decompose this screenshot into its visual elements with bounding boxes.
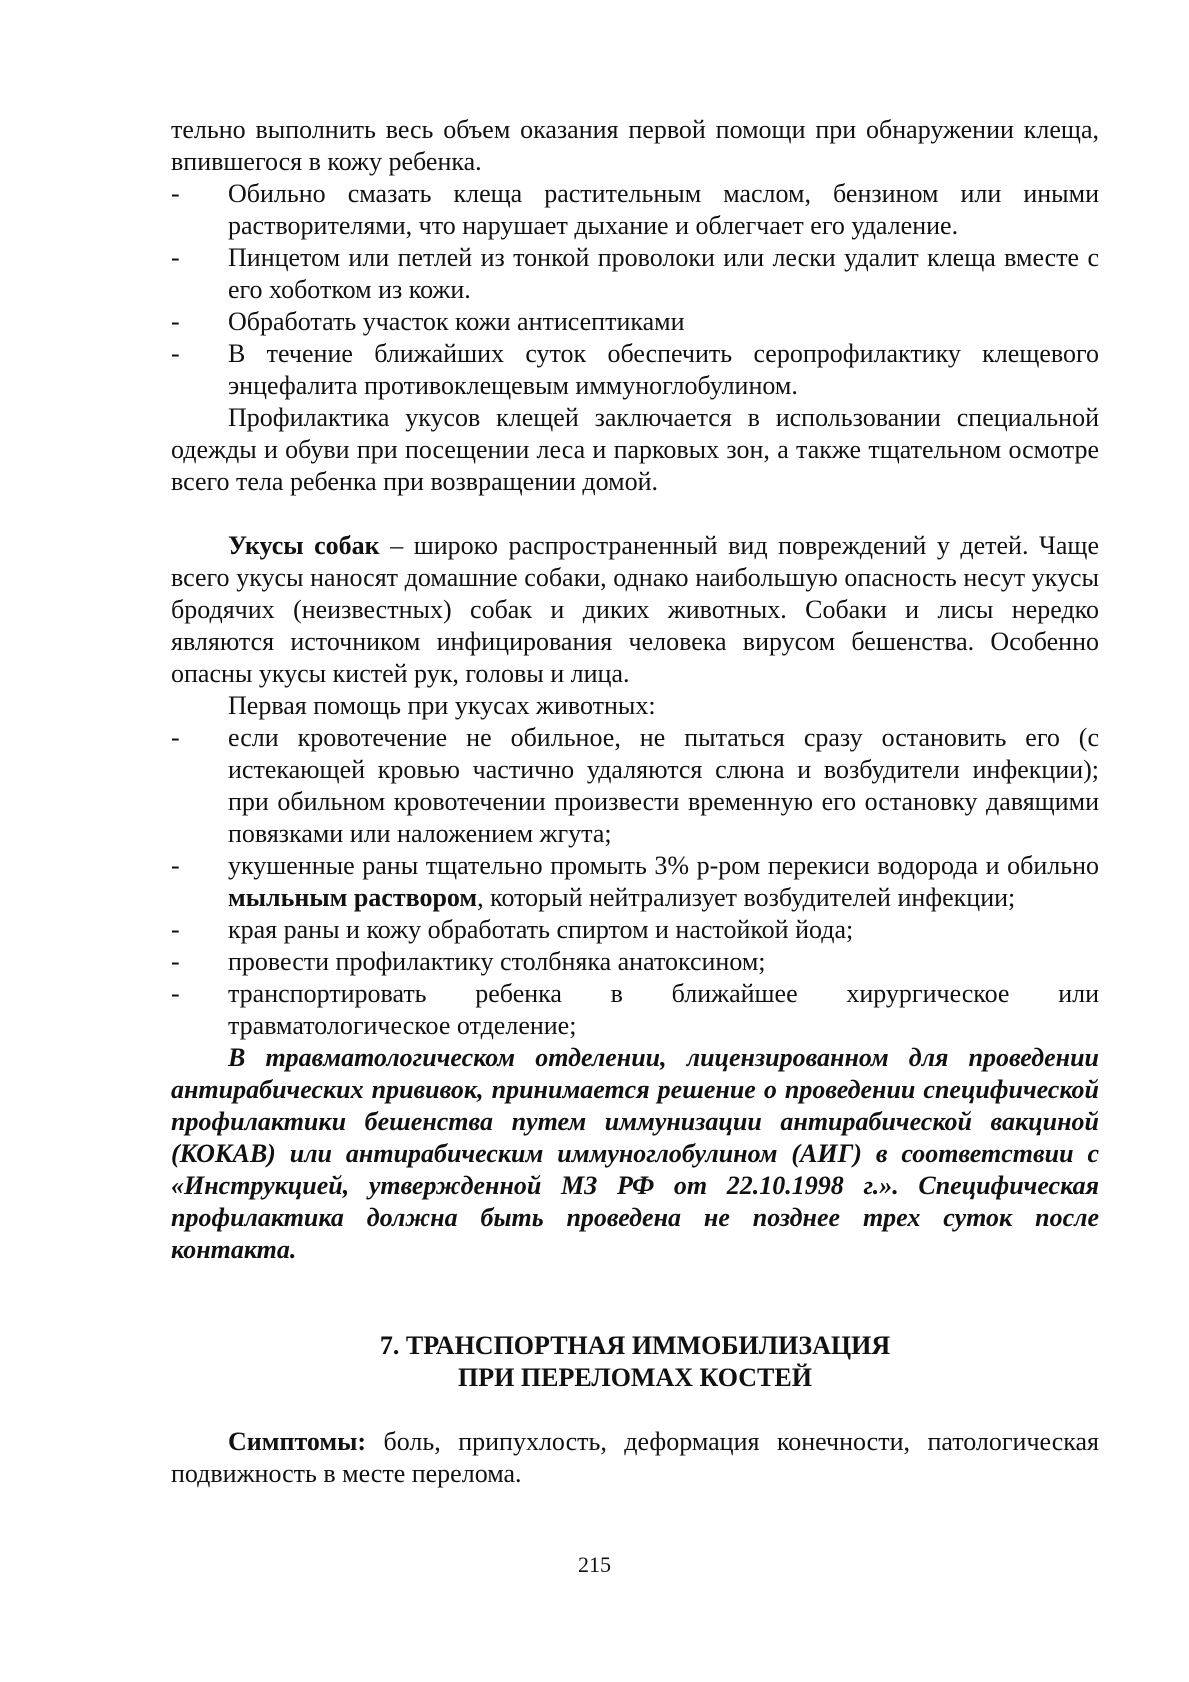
first-aid-title: Первая помощь при укусах животных: bbox=[228, 691, 656, 720]
bullet-dash: - bbox=[171, 723, 180, 752]
tick-prevention-paragraph: Профилактика укусов клещей заключается в использовании специальной одежды и обуви при посещении леса и парковых зон, а также тщательном осмотре всего тела ребенка при возвращении домой. bbox=[171, 403, 1099, 496]
bullet-dash: - bbox=[171, 339, 180, 368]
soap-solution-term: мыльным раствором bbox=[228, 883, 478, 912]
list-item: - если кровотечение не обильное, не пытаться сразу остановить его (с истекающей кровью частично удаляются слюна и возбудители инфекции); при обильном кровотечении произвести временную его остановку давящими повязками или наложением жгута; bbox=[171, 723, 1099, 848]
bullet-dash: - bbox=[171, 915, 180, 944]
page-body bbox=[171, 114, 1099, 1490]
bullet-dash: - bbox=[171, 179, 180, 208]
list-item: - Обильно смазать клеща растительным маслом, бензином или иными растворителями, что нарушает дыхание и облегчает его удаление. bbox=[171, 179, 1099, 240]
list-item: - края раны и кожу обработать спиртом и настойкой йода; bbox=[171, 915, 854, 944]
section-heading-line-2: ПРИ ПЕРЕЛОМАХ КОСТЕЙ bbox=[458, 1363, 812, 1392]
section-heading bbox=[171, 1330, 1099, 1394]
list-item: - транспортировать ребенка в ближайшее хирургическое или травматологическое отделение; bbox=[171, 979, 1099, 1040]
intro-paragraph: тельно выполнить весь объем оказания первой помощи при обнаружении клеща, впившегося в кожу ребенка. bbox=[171, 115, 1099, 176]
section-heading-line-1: 7. ТРАНСПОРТНАЯ ИММОБИЛИЗАЦИЯ bbox=[379, 1331, 891, 1360]
dog-bites-paragraph: Укусы собак – широко распространенный вид повреждений у детей. Чаще всего укусы наносят домашние собаки, однако наибольшую опасность несут укусы бродячих (неизвестных) собак и диких животных. Собаки и лисы нередко являются источником инфицирования человека вирусом бешенства. Особенно опасны укусы кистей рук, головы и лица. bbox=[171, 531, 1099, 688]
list-item: - укушенные раны тщательно промыть 3% р-ром перекиси водорода и обильно мыльным раствором, который нейтрализует возбудителей инфекции; bbox=[171, 851, 1099, 912]
list-item: - провести профилактику столбняка анатоксином; bbox=[171, 947, 766, 976]
bullet-dash: - bbox=[171, 947, 180, 976]
list-item: - В течение ближайших суток обеспечить серопрофилактику клещевого энцефалита противоклещевым иммуноглобулином. bbox=[171, 339, 1099, 400]
bullet-dash: - bbox=[171, 851, 180, 880]
bullet-dash: - bbox=[171, 243, 180, 272]
rabies-note: В травматологическом отделении, лицензированном для проведении антирабических прививок, принимается решение о проведении специфической профилактики бешенства путем иммунизации антирабической вакциной (КОКАВ) или антирабическим иммуноглобулином (АИГ) в соответствии с «Инструкцией, утвержденной МЗ РФ от 22.10.1998 г.». Специфическая профилактика должна быть проведена не позднее трех суток после контакта. bbox=[171, 1043, 1099, 1264]
bullet-dash: - bbox=[171, 307, 180, 336]
symptoms-label: Симптомы: bbox=[228, 1427, 367, 1456]
page-number: 215 bbox=[578, 1552, 611, 1577]
tick-steps-list bbox=[171, 178, 1099, 402]
dog-bites-term: Укусы собак bbox=[228, 531, 380, 560]
list-item: - Пинцетом или петлей из тонкой проволоки или лески удалит клеща вместе с его хоботком из кожи. bbox=[171, 243, 1099, 304]
bullet-dash: - bbox=[171, 979, 180, 1008]
list-item: - Обработать участок кожи антисептиками bbox=[171, 307, 685, 336]
bite-first-aid-list bbox=[171, 722, 1099, 1042]
symptoms-paragraph: Симптомы: боль, припухлость, деформация конечности, патологическая подвижность в месте перелома. bbox=[171, 1427, 1099, 1488]
